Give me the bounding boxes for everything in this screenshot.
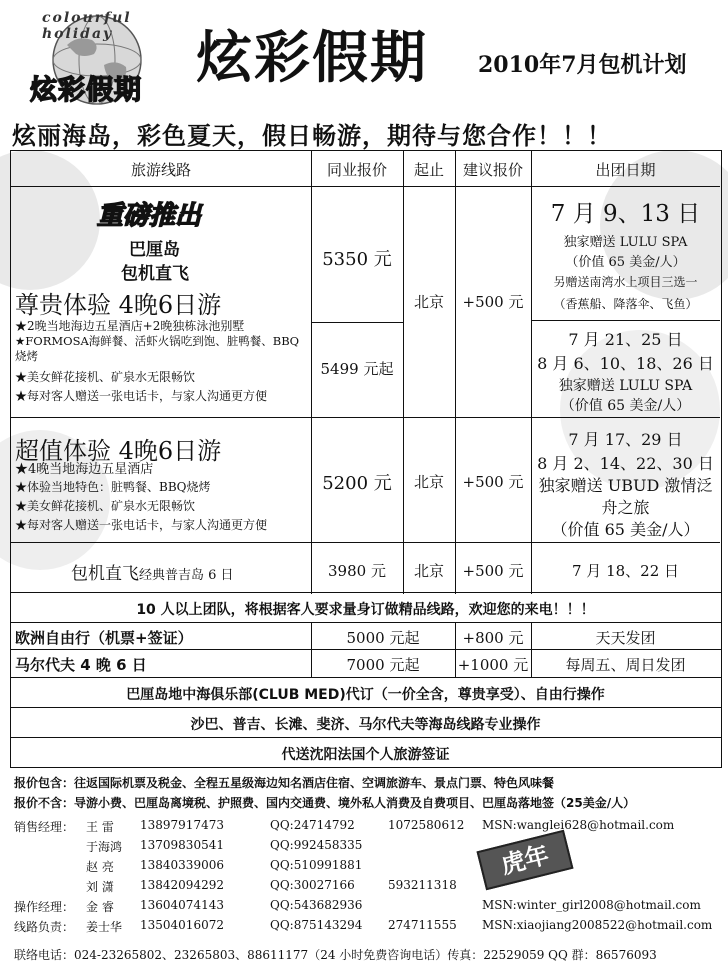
europe-name: 欧洲自由行（机票+签证） <box>15 629 193 647</box>
contact-role: 操作经理： <box>14 900 75 914</box>
value-tour-title: 超值体验 4晚6日游 <box>15 437 222 465</box>
value-tour-dates-line-1: 7 月 17、29 日 <box>568 430 683 449</box>
contact-qq: QQ:24714792 <box>270 818 355 832</box>
contact-qq-alt: 593211318 <box>388 878 457 892</box>
contact-qq: QQ:543682936 <box>270 898 363 912</box>
contact-name: 王 雷 <box>86 820 114 834</box>
europe-row <box>10 623 722 650</box>
contact-phone: 13709830541 <box>140 838 224 852</box>
tour-table <box>10 150 722 593</box>
bali-depart: 北京 <box>413 293 444 311</box>
contact-name: 金 睿 <box>86 900 114 914</box>
phuket-sub: 经典普吉岛 6 日 <box>139 568 234 583</box>
plan-title: 2010年7月包机计划 <box>478 52 687 78</box>
phuket-title <box>71 559 234 584</box>
contact-name: 姜士华 <box>86 920 123 934</box>
bali-suggest: +500 元 <box>462 293 524 311</box>
logo-arc-text: colourful holiday <box>42 10 132 42</box>
bali-title: 尊贵体验 4晚6日游 <box>15 291 222 319</box>
contact-role: 线路负责： <box>14 920 75 934</box>
value-tour-feature-1: ★4晚当地海边五星酒店 <box>15 462 154 477</box>
contact-name: 于海鸿 <box>86 840 123 854</box>
contact-phone: 13504016072 <box>140 918 224 932</box>
value-tour-gift-2: 舟之旅 <box>601 498 650 517</box>
header-route: 旅游线路 <box>130 161 191 179</box>
header-dates: 出团日期 <box>595 161 656 179</box>
bali-feature-1: ★2晚当地海边五星酒店+2晚独栋泳池别墅 <box>15 319 245 333</box>
maldives-suggest: +1000 元 <box>457 656 529 674</box>
contact-qq-alt: 1072580612 <box>388 818 465 832</box>
contact-phone: 13842094292 <box>140 878 224 892</box>
value-tour-feature-3: ★美女鲜花接机、矿泉水无限畅饮 <box>15 499 196 513</box>
contact-msn: MSN:xiaojiang2008522@hotmail.com <box>482 918 713 932</box>
contact-qq: QQ:992458335 <box>270 838 363 852</box>
contact-role: 销售经理： <box>14 820 75 834</box>
brand-title: 炫彩假期 <box>196 26 428 91</box>
phuket-dates: 7 月 18、22 日 <box>571 562 680 580</box>
value-tour-feature-2: ★体验当地特色：脏鸭餐、BBQ烧烤 <box>15 480 211 494</box>
maldives-name: 马尔代夫 4 晚 6 日 <box>15 656 147 674</box>
value-tour-gift-1: 独家赠送 UBUD 激情泛 <box>538 476 713 495</box>
footer-contact: 联络电话：024-23265802、23265803、88611177（24 小时免费咨询电话）传真：22529059 QQ 群：86576093 <box>14 948 657 962</box>
bali-price-2: 5499 元起 <box>320 360 394 378</box>
bali-dates-2-line-2: 8 月 6、10、18、26 日 <box>537 354 714 373</box>
value-tour-price: 5200 元 <box>322 473 392 494</box>
contact-name: 刘 潇 <box>86 880 114 894</box>
maldives-dates: 每周五、周日发团 <box>565 656 686 674</box>
featured-badge: 重磅推出 <box>97 201 202 231</box>
bali-dates-1: 7 月 9、13 日 <box>550 201 701 227</box>
contact-name: 赵 亮 <box>86 860 114 874</box>
bali-value-2: （价值 65 美金/人） <box>560 398 691 414</box>
bali-name: 巴厘岛 <box>129 240 180 260</box>
bali-extra-2: （香蕉船、降落伞、飞鱼） <box>553 297 698 311</box>
group-notice: 10 人以上团队，将根据客人要求量身订做精品线路，欢迎您的来电！！！ <box>136 602 595 618</box>
tiger-year-stamp <box>476 830 573 891</box>
logo-text: 炫彩假期 <box>30 75 142 106</box>
phuket-depart: 北京 <box>413 562 444 580</box>
maldives-price: 7000 元起 <box>346 656 420 674</box>
header-trade-price: 同业报价 <box>326 161 387 179</box>
bali-dates-2-line-1: 7 月 21、25 日 <box>568 330 683 349</box>
value-tour-depart: 北京 <box>413 473 444 491</box>
visa-text: 代送沈阳法国个人旅游签证 <box>281 747 450 763</box>
header-suggest-price: 建议报价 <box>462 161 523 179</box>
phuket-charter: 包机直飞 <box>71 564 139 584</box>
slogan: 炫丽海岛，彩色夏天，假日畅游，期待与您合作！！！ <box>12 122 612 150</box>
bali-value-1: （价值 65 美金/人） <box>565 255 686 270</box>
europe-suggest: +800 元 <box>462 629 524 647</box>
contact-msn: MSN:wanglei628@hotmail.com <box>482 818 675 832</box>
bali-extra-1: 另赠送南湾水上项目三选一 <box>553 275 698 289</box>
maldives-row <box>10 650 722 678</box>
bali-feature-4: ★每对客人赠送一张电话卡，与家人沟通更方便 <box>15 389 268 403</box>
phuket-price: 3980 元 <box>328 562 386 580</box>
contact-phone: 13897917473 <box>140 818 224 832</box>
contact-qq: QQ:30027166 <box>270 878 355 892</box>
club-med-text: 巴厘岛地中海俱乐部(CLUB MED)代订（一价全含，尊贵享受）、自由行操作 <box>126 687 605 703</box>
value-tour-suggest: +500 元 <box>462 473 524 491</box>
value-tour-feature-4: ★每对客人赠送一张电话卡，与家人沟通更方便 <box>15 518 268 532</box>
contact-phone: 13604074143 <box>140 898 224 912</box>
contact-msn: MSN:winter_girl2008@hotmail.com <box>482 898 701 912</box>
value-tour-value: （价值 65 美金/人） <box>551 520 700 539</box>
bali-feature-3: ★美女鲜花接机、矿泉水无限畅饮 <box>15 370 196 384</box>
header-depart: 起止 <box>413 161 444 179</box>
contact-phone: 13840339006 <box>140 858 224 872</box>
island-text: 沙巴、普吉、长滩、斐济、马尔代夫等海岛线路专业操作 <box>190 717 541 733</box>
club-med-band <box>10 678 722 708</box>
europe-dates: 天天发团 <box>595 629 656 647</box>
tiger-year-text: 虎年 <box>498 840 552 880</box>
island-band <box>10 708 722 738</box>
logo <box>12 10 182 110</box>
bali-gift-1: 独家赠送 LULU SPA <box>563 235 688 250</box>
visa-band <box>10 738 722 768</box>
bali-price-1: 5350 元 <box>322 249 392 270</box>
bali-charter: 包机直飞 <box>121 264 189 284</box>
price-includes: 报价包含：往返国际机票及税金、全程五星级海边知名酒店住宿、空调旅游车、景点门票、特色风味餐 <box>14 776 555 790</box>
price-excludes: 报价不含：导游小费、巴厘岛离境税、护照费、国内交通费、境外私人消费及自费项目、巴厘岛落地签（25美金/人） <box>14 796 636 810</box>
contact-qq: QQ:510991881 <box>270 858 363 872</box>
contact-qq: QQ:875143294 <box>270 918 363 932</box>
bali-gift-2: 独家赠送 LULU SPA <box>558 378 693 394</box>
phuket-suggest: +500 元 <box>462 562 524 580</box>
value-tour-dates-line-2: 8 月 2、14、22、30 日 <box>537 454 714 473</box>
group-notice-band <box>10 593 722 623</box>
contact-qq-alt: 274711555 <box>388 918 457 932</box>
bali-feature-2: ★FORMOSA海鲜餐、活虾火锅吃到饱、脏鸭餐、BBQ烧烤 <box>15 334 300 363</box>
europe-price: 5000 元起 <box>346 629 420 647</box>
